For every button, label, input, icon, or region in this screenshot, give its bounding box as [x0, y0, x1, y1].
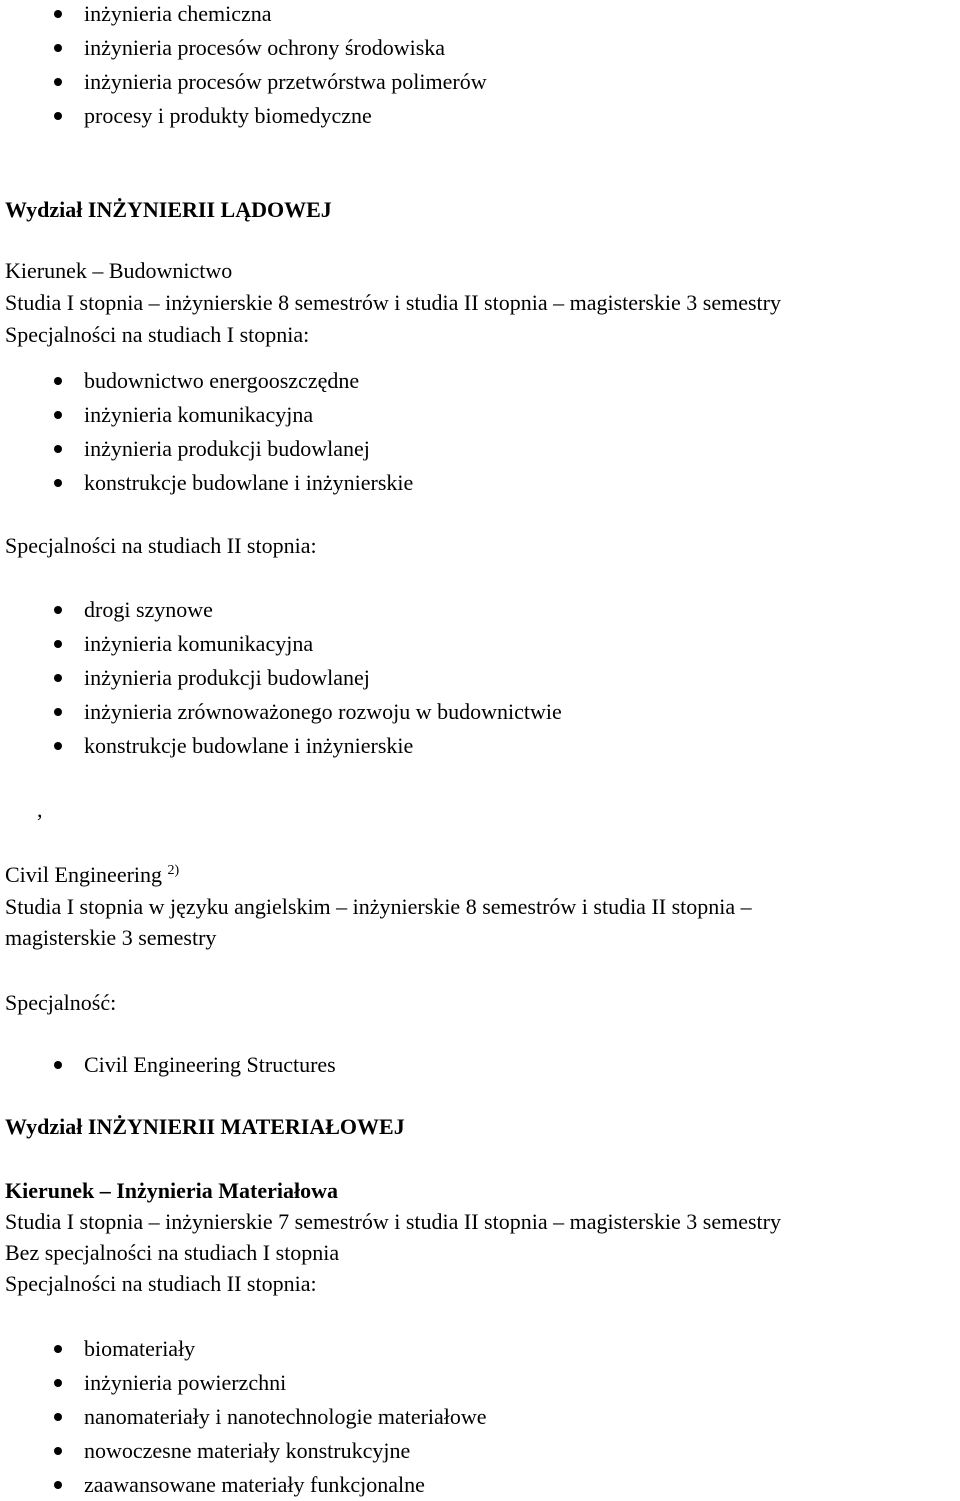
specialties-label: Specjalności na studiach II stopnia: [5, 533, 317, 558]
footnote-marker: 2) [167, 863, 180, 878]
studia-description: Studia I stopnia w języku angielskim – inżynierskie 8 semestrów i studia II stopnia – [5, 894, 752, 919]
bullet-icon [54, 1413, 62, 1421]
list-item: inżynieria komunikacyjna [84, 631, 313, 657]
list-item: inżynieria produkcji budowlanej [84, 436, 370, 462]
specialty-label: Specjalność: [5, 990, 117, 1015]
bullet-icon [54, 411, 62, 419]
bullet-icon [54, 606, 62, 614]
bullet-icon [54, 78, 62, 86]
bullet-icon [54, 377, 62, 385]
list-item: inżynieria komunikacyjna [84, 402, 313, 428]
list-item: nanomateriały i nanotechnologie materiałowe [84, 1404, 487, 1430]
studia-description: Studia I stopnia – inżynierskie 8 semestrów i studia II stopnia – magisterskie 3 semestry [5, 290, 781, 315]
kierunek-label: Kierunek – Budownictwo [5, 258, 233, 283]
list-item: inżynieria procesów ochrony środowiska [84, 35, 445, 61]
bullet-icon [54, 1481, 62, 1489]
list-item: inżynieria powierzchni [84, 1370, 286, 1396]
specialties-label: Specjalności na studiach II stopnia: [5, 1271, 317, 1296]
bullet-icon [54, 742, 62, 750]
stray-comma: , [37, 797, 43, 822]
bullet-icon [54, 674, 62, 682]
bullet-icon [54, 1379, 62, 1387]
list-item: konstrukcje budowlane i inżynierskie [84, 470, 413, 496]
list-item: zaawansowane materiały funkcjonalne [84, 1472, 425, 1498]
studia-description: Studia I stopnia – inżynierskie 7 semestrów i studia II stopnia – magisterskie 3 semestry [5, 1209, 781, 1234]
bullet-icon [54, 1447, 62, 1455]
list-item: konstrukcje budowlane i inżynierskie [84, 733, 413, 759]
list-item: inżynieria chemiczna [84, 1, 272, 27]
bullet-icon [54, 112, 62, 120]
list-item: Civil Engineering Structures [84, 1052, 336, 1078]
list-item: inżynieria procesów przetwórstwa polimerów [84, 69, 487, 95]
list-item: procesy i produkty biomedyczne [84, 103, 372, 129]
bullet-icon [54, 708, 62, 716]
no-specialty-note: Bez specjalności na studiach I stopnia [5, 1240, 340, 1265]
list-item: nowoczesne materiały konstrukcyjne [84, 1438, 410, 1464]
list-item: drogi szynowe [84, 597, 213, 623]
bullet-icon [54, 1061, 62, 1069]
list-item: biomateriały [84, 1336, 195, 1362]
studia-description-cont: magisterskie 3 semestry [5, 925, 217, 950]
section-heading: Wydział INŻYNIERII MATERIAŁOWEJ [5, 1114, 405, 1139]
kierunek-label: Kierunek – Inżynieria Materiałowa [5, 1178, 339, 1203]
bullet-icon [54, 44, 62, 52]
bullet-icon [54, 10, 62, 18]
bullet-icon [54, 479, 62, 487]
bullet-icon [54, 640, 62, 648]
list-item: inżynieria zrównoważonego rozwoju w budownictwie [84, 699, 562, 725]
bullet-icon [54, 445, 62, 453]
section-heading: Wydział INŻYNIERII LĄDOWEJ [5, 197, 332, 222]
list-item: inżynieria produkcji budowlanej [84, 665, 370, 691]
civil-title: Civil Engineering $^{2)}$ [5, 862, 180, 887]
bullet-icon [54, 1345, 62, 1353]
list-item: budownictwo energooszczędne [84, 368, 359, 394]
specialties-label: Specjalności na studiach I stopnia: [5, 322, 310, 347]
